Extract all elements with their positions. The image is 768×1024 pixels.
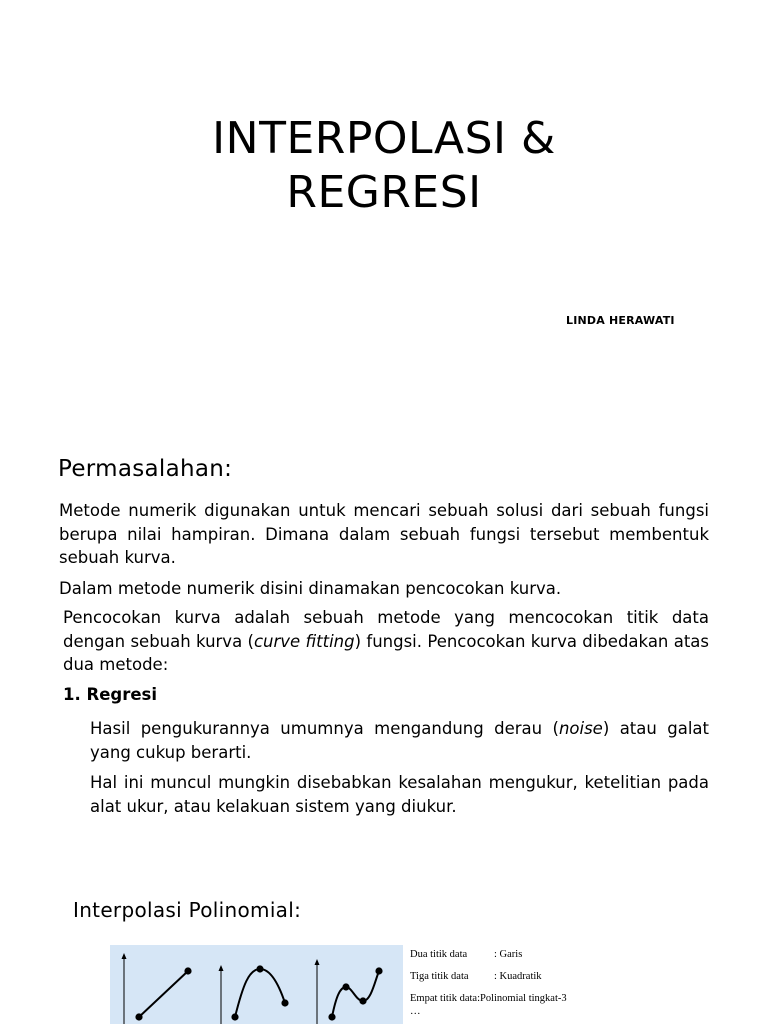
paragraph-4 (90, 717, 709, 764)
legend-label: Dua titik data (410, 949, 468, 960)
section-heading-permasalahan: Permasalahan: (58, 456, 233, 482)
paragraph-4-text-b: ) atau galat yang cukup berarti. (90, 719, 710, 762)
legend-label: Tiga titik data (410, 971, 469, 982)
data-point (135, 1013, 142, 1020)
data-point (184, 967, 191, 974)
panel-linear (122, 953, 192, 1024)
title-line-2: REGRESI (286, 167, 482, 218)
data-point (375, 967, 382, 974)
data-point (256, 965, 263, 972)
paragraph-1: Metode numerik digunakan untuk mencari sebuah solusi dari sebuah fungsi berupa nilai hampiran. Dimana dalam sebuah fungsi tersebut membentuk sebuah kurva. (59, 501, 709, 567)
section-heading-interpolasi: Interpolasi Polinomial: (73, 898, 302, 922)
panel-quadratic (219, 965, 289, 1024)
cubic-curve (332, 971, 379, 1017)
legend-value: : Kuadratik (494, 971, 542, 982)
axis-arrow-icon (219, 965, 224, 971)
legend-row (410, 944, 567, 966)
data-point (359, 997, 366, 1004)
quadratic-curve (235, 969, 285, 1017)
data-point (342, 983, 349, 990)
data-point (281, 999, 288, 1006)
interpolation-figure-svg (110, 945, 403, 1024)
paragraph-3-text-a: Pencocokan kurva adalah sebuah metode yang mencocokan titik data dengan sebuah kurva ( (63, 608, 709, 651)
legend-row (410, 966, 567, 988)
paragraph-4-italic: noise (558, 719, 603, 738)
list-heading-regresi: 1. Regresi (63, 685, 158, 704)
data-point (328, 1013, 335, 1020)
axis-arrow-icon (122, 953, 127, 959)
paragraph-3 (63, 606, 709, 677)
title-line-1: INTERPOLASI & (212, 113, 556, 164)
paragraph-2: Dalam metode numerik disini dinamakan pencocokan kurva. (59, 579, 562, 598)
axis-arrow-icon (315, 959, 320, 965)
legend-label: Empat titik data (410, 993, 478, 1004)
data-point (231, 1013, 238, 1020)
legend-value: :Polinomial tingkat-3 (477, 993, 567, 1004)
paragraph-3-italic: curve fitting (253, 631, 355, 651)
legend-row (410, 988, 567, 1010)
paragraph-5: Hal ini muncul mungkin disebabkan kesalahan mengukur, ketelitian pada alat ukur, atau kelakuan sistem yang diukur. (90, 773, 709, 816)
legend-ellipsis: … (410, 1006, 421, 1017)
interpolation-legend (410, 944, 567, 1010)
legend-value: : Garis (494, 949, 523, 960)
panel-cubic (315, 959, 383, 1024)
slide-title (0, 112, 768, 220)
interpolation-figure (110, 945, 403, 1024)
author-name: LINDA HERAWATI (566, 314, 675, 327)
linear-curve (139, 971, 188, 1017)
paragraph-4-text-a: Hasil pengukurannya umumnya mengandung derau ( (90, 719, 559, 738)
paragraph-3-text-b: ) fungsi. Pencocokan kurva dibedakan atas dua metode: (63, 631, 709, 674)
